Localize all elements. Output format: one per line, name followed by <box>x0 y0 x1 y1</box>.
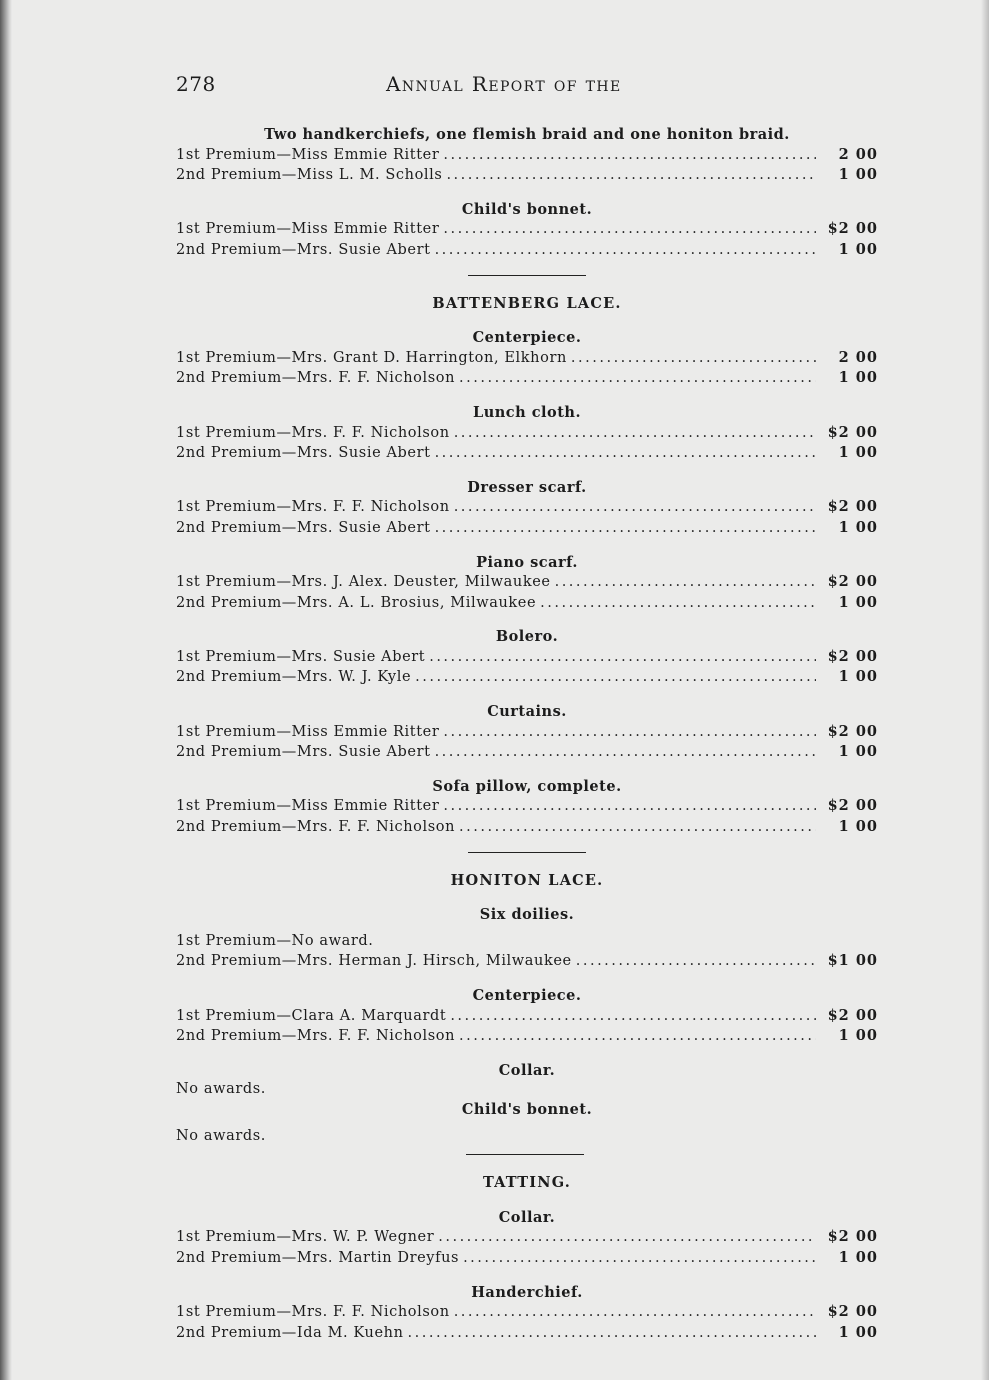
entry-label: 1st Premium—Miss Emmie Ritter <box>176 146 440 163</box>
premium-entry <box>176 817 878 838</box>
entry-label: 1st Premium—Mrs. Susie Abert <box>176 648 426 665</box>
leader-dots <box>443 723 816 743</box>
entry-label: 2nd Premium—Mrs. Susie Abert <box>176 445 431 462</box>
section-divider <box>468 852 586 853</box>
entry-label: 2nd Premium—Mrs. F. F. Nicholson <box>176 819 456 836</box>
entry-amount: 1 00 <box>838 593 878 611</box>
entry-label: 1st Premium—Mrs. F. F. Nicholson <box>176 1304 450 1321</box>
entry-label: 2nd Premium—Mrs. W. J. Kyle <box>176 669 412 686</box>
premium-entry <box>176 1302 878 1323</box>
leader-dots <box>435 519 816 539</box>
leader-dots <box>443 146 816 166</box>
category-heading: Sofa pillow, complete. <box>432 777 622 795</box>
premium-entry <box>176 240 878 261</box>
entry-amount: 2 00 <box>838 348 878 366</box>
entry-amount: $1 00 <box>827 952 878 970</box>
entry-amount: $2 00 <box>827 647 878 665</box>
no-awards-note: No awards. <box>176 1081 266 1098</box>
leader-dots <box>555 573 816 593</box>
entry-amount: $2 00 <box>827 1303 878 1321</box>
entry-amount: $2 00 <box>827 498 878 516</box>
leader-dots <box>443 797 816 817</box>
entry-amount: 1 00 <box>838 1027 878 1045</box>
entry-label: 1st Premium—Mrs. W. P. Wegner <box>176 1229 435 1246</box>
leader-dots <box>429 648 816 668</box>
leader-dots <box>463 1249 816 1269</box>
entry-amount: $2 00 <box>827 1006 878 1024</box>
entry-amount: 2 00 <box>838 145 878 163</box>
leader-dots <box>454 498 816 518</box>
entry-amount: 1 00 <box>838 668 878 686</box>
leader-dots <box>415 668 816 688</box>
premium-entry <box>176 443 878 464</box>
category-heading: Curtains. <box>487 703 567 721</box>
leader-dots <box>540 594 816 614</box>
category-heading: Centerpiece. <box>472 987 582 1004</box>
category-heading: Piano scarf. <box>476 553 578 571</box>
category-heading: Collar. <box>498 1061 556 1079</box>
entry-amount: $2 00 <box>827 423 878 441</box>
leader-dots <box>435 241 816 261</box>
premium-entry <box>176 647 878 668</box>
premium-entry <box>176 145 878 166</box>
entry-amount: 1 00 <box>838 818 878 836</box>
leader-dots <box>571 349 816 369</box>
premium-entry <box>176 1248 878 1269</box>
entry-label: 1st Premium—Mrs. F. F. Nicholson <box>176 424 450 441</box>
entry-amount: 1 00 <box>838 1248 878 1266</box>
entry-amount: $2 00 <box>827 722 878 740</box>
leader-dots <box>459 818 816 838</box>
premium-entry <box>176 667 878 688</box>
premium-entry <box>176 348 878 369</box>
category-heading: Lunch cloth. <box>473 403 581 421</box>
entry-label: 2nd Premium—Mrs. F. F. Nicholson <box>176 370 456 387</box>
page-header <box>176 72 878 98</box>
entry-amount: $2 00 <box>827 220 878 238</box>
premium-entry <box>176 593 878 614</box>
premium-entry <box>176 368 878 389</box>
premium-entry <box>176 742 878 763</box>
section-divider <box>468 275 586 276</box>
entry-amount: 1 00 <box>838 444 878 462</box>
category-heading: Child's bonnet. <box>461 200 593 218</box>
leader-dots <box>450 1007 816 1027</box>
premium-entry <box>176 219 878 240</box>
entry-label: 1st Premium—Miss Emmie Ritter <box>176 221 440 238</box>
entry-label: 1st Premium—Mrs. J. Alex. Deuster, Milwaukee <box>176 574 551 591</box>
premium-entry <box>176 1026 878 1047</box>
category-heading: Dresser scarf. <box>467 478 587 496</box>
entry-amount: 1 00 <box>838 369 878 387</box>
leader-dots <box>435 743 816 763</box>
running-head: Annual Report of the <box>386 72 622 96</box>
page-body <box>176 125 878 1343</box>
premium-entry <box>176 1323 878 1344</box>
entry-label: 2nd Premium—Mrs. Susie Abert <box>176 519 431 536</box>
entry-label: 2nd Premium—Miss L. M. Scholls <box>176 167 443 184</box>
category-heading: Six doilies. <box>479 906 575 924</box>
entry-amount: 1 00 <box>838 743 878 761</box>
entry-label: 1st Premium—Miss Emmie Ritter <box>176 723 440 740</box>
leader-dots <box>576 952 816 972</box>
premium-entry <box>176 572 878 593</box>
entry-label: 2nd Premium—Mrs. A. L. Brosius, Milwaukee <box>176 594 537 611</box>
category-heading: Two handkerchiefs, one flemish braid and one honiton braid. <box>264 126 790 143</box>
entry-amount: 1 00 <box>838 240 878 258</box>
entry-amount: 1 00 <box>838 166 878 184</box>
section-title: HONITON LACE. <box>450 871 604 889</box>
entry-amount: 1 00 <box>838 518 878 536</box>
entry-amount: $2 00 <box>827 1228 878 1246</box>
entry-label: 1st Premium—Clara A. Marquardt <box>176 1007 447 1024</box>
section-divider <box>466 1154 584 1155</box>
page-number: 278 <box>176 72 216 96</box>
leader-dots <box>459 1027 816 1047</box>
entry-label: 2nd Premium—Mrs. F. F. Nicholson <box>176 1028 456 1045</box>
no-awards-note: No awards. <box>176 1127 266 1144</box>
premium-entry <box>176 518 878 539</box>
entry-label: 1st Premium—Mrs. Grant D. Harrington, Elkhorn <box>176 349 567 366</box>
entry-label: 2nd Premium—Mrs. Martin Dreyfus <box>176 1249 460 1266</box>
leader-dots <box>408 1324 816 1344</box>
premium-entry <box>176 796 878 817</box>
leader-dots <box>438 1228 816 1248</box>
premium-entry <box>176 1227 878 1248</box>
leader-dots <box>443 220 816 240</box>
leader-dots <box>435 444 816 464</box>
entry-label: 1st Premium—Miss Emmie Ritter <box>176 798 440 815</box>
entry-label: 2nd Premium—Mrs. Herman J. Hirsch, Milwaukee <box>176 953 572 970</box>
premium-entry <box>176 722 878 743</box>
leader-dots <box>459 369 816 389</box>
entry-amount: $2 00 <box>827 573 878 591</box>
book-spine-edge <box>0 0 12 1380</box>
leader-dots <box>454 1303 816 1323</box>
entry-amount: $2 00 <box>827 797 878 815</box>
entry-label: 1st Premium—Mrs. F. F. Nicholson <box>176 499 450 516</box>
category-heading: Centerpiece. <box>472 329 582 347</box>
leader-dots <box>446 166 816 186</box>
category-heading: Collar. <box>498 1208 556 1226</box>
entry-label: 2nd Premium—Mrs. Susie Abert <box>176 241 431 258</box>
entry-amount: 1 00 <box>838 1323 878 1341</box>
category-heading: Child's bonnet. <box>461 1100 593 1118</box>
no-award-line: 1st Premium—No award. <box>176 932 374 949</box>
category-heading: Handerchief. <box>471 1283 583 1301</box>
premium-entry <box>176 165 878 186</box>
section-title: TATTING. <box>482 1174 572 1192</box>
leader-dots <box>454 424 816 444</box>
premium-entry <box>176 423 878 444</box>
premium-entry <box>176 951 878 972</box>
entry-label: 2nd Premium—Ida M. Kuehn <box>176 1324 404 1341</box>
category-heading: Bolero. <box>495 628 559 646</box>
section-title: BATTENBERG LACE. <box>432 294 622 312</box>
entry-label: 2nd Premium—Mrs. Susie Abert <box>176 744 431 761</box>
page-edge-shadow <box>981 0 989 1380</box>
premium-entry <box>176 1006 878 1027</box>
premium-entry <box>176 497 878 518</box>
